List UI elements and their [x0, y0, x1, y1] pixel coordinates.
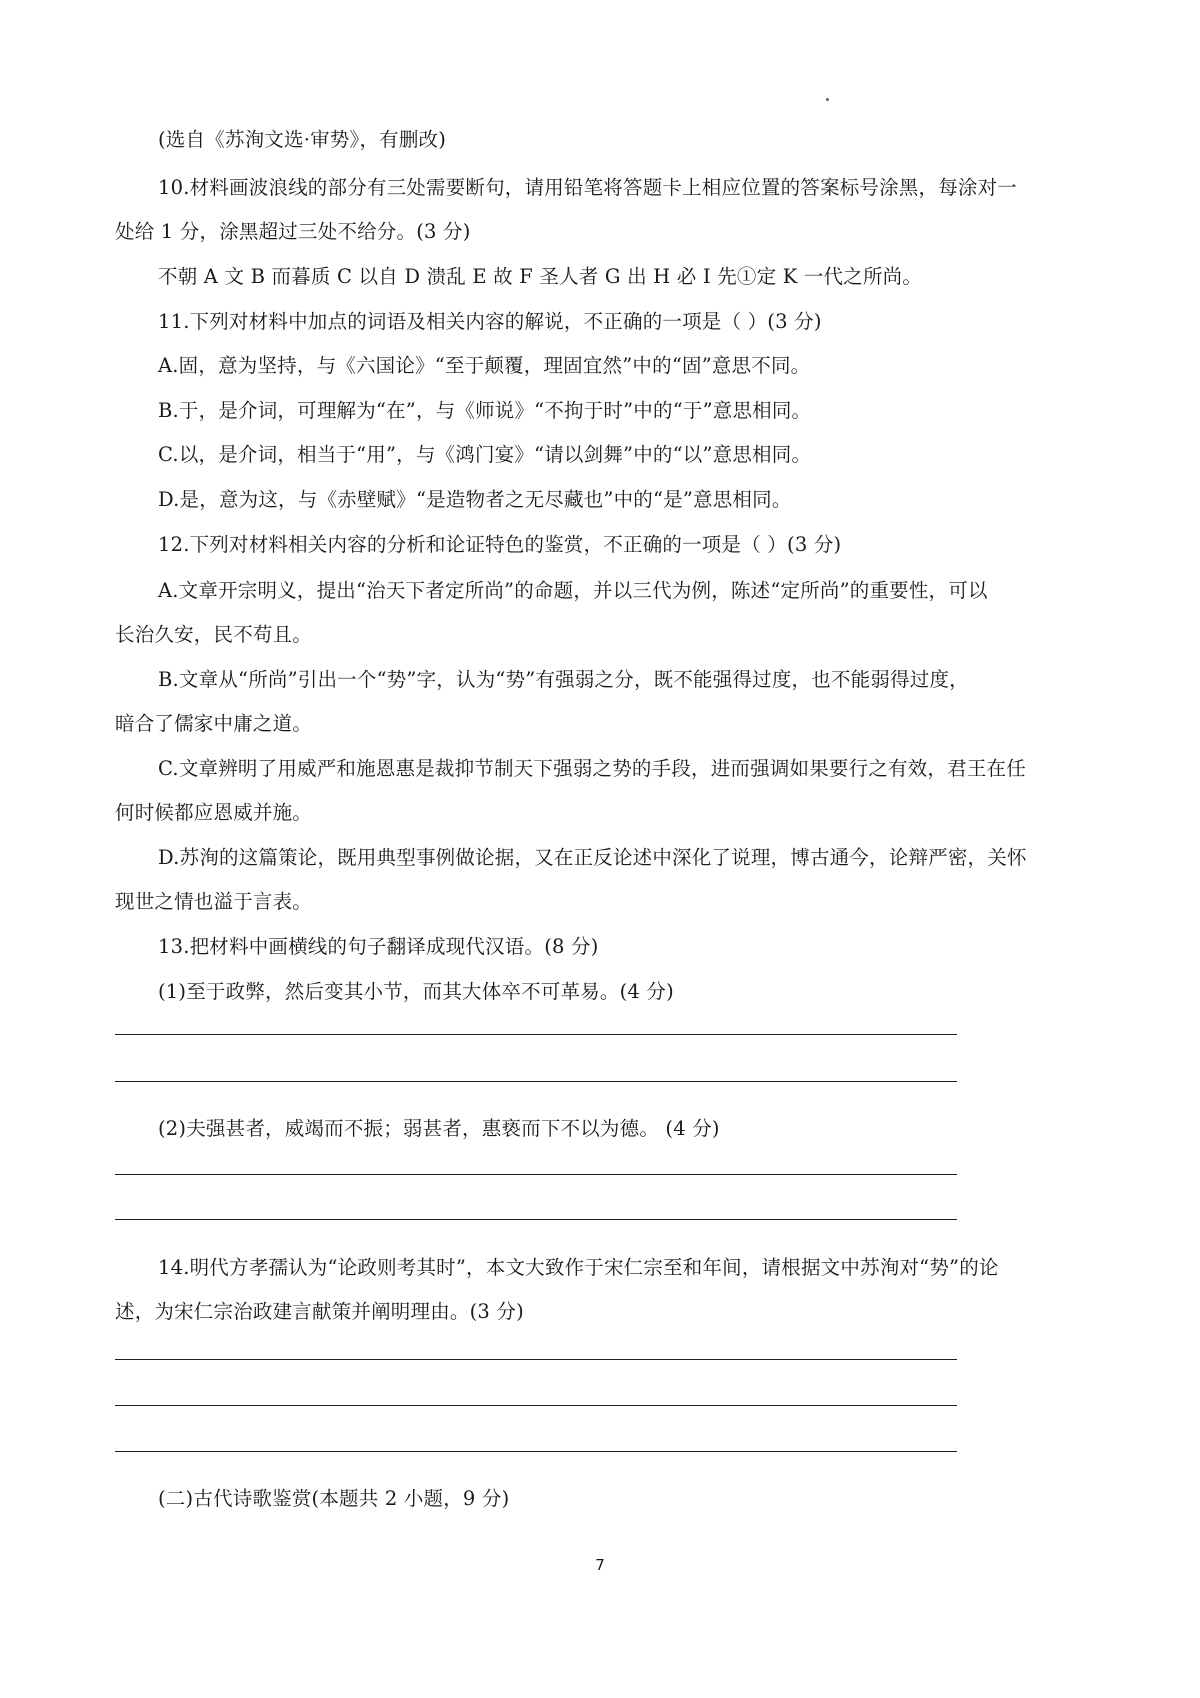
answer-line[interactable]: [115, 1405, 957, 1406]
q12-option-a-line1: A.文章开宗明义，提出“治天下者定所尚”的命题，并以三代为例，陈述“定所尚”的重要性，可以: [158, 579, 988, 602]
q11-stem: 11.下列对材料中加点的词语及相关内容的解说，不正确的一项是（ ）(3 分): [158, 310, 822, 333]
answer-line[interactable]: [115, 1451, 957, 1452]
q10-passage: 不朝 A 文 B 而暮质 C 以自 D 溃乱 E 故 F 圣人者 G 出 H 必 I 先①定 K 一代之所尚。: [158, 265, 923, 288]
source-note: (选自《苏洵文选·审势》，有删改): [158, 128, 447, 151]
answer-line[interactable]: [115, 1219, 957, 1220]
q13-part2: (2)夫强甚者，威竭而不振；弱甚者，惠亵而下不以为德。 (4 分): [158, 1117, 720, 1140]
q14-stem-line2: 述，为宋仁宗治政建言献策并阐明理由。(3 分): [115, 1300, 524, 1323]
q11-option-c: C.以，是介词，相当于“用”，与《鸿门宴》“请以剑舞”中的“以”意思相同。: [158, 443, 812, 466]
q12-stem: 12.下列对材料相关内容的分析和论证特色的鉴赏，不正确的一项是（ ）(3 分): [158, 533, 842, 556]
q14-stem-line1: 14.明代方孝孺认为“论政则考其时”，本文大致作于宋仁宗至和年间，请根据文中苏洵对“势”的论: [158, 1256, 999, 1279]
section-heading: (二)古代诗歌鉴赏(本题共 2 小题，9 分): [158, 1487, 510, 1510]
q12-option-d-line2: 现世之情也溢于言表。: [115, 890, 313, 913]
q10-stem-line1: 10.材料画波浪线的部分有三处需要断句，请用铅笔将答题卡上相应位置的答案标号涂黑，每涂对一: [158, 176, 1018, 199]
q10-stem-line2: 处给 1 分，涂黑超过三处不给分。(3 分): [115, 220, 471, 243]
scan-speck: [826, 98, 829, 101]
q11-option-a: A.固，意为坚持，与《六国论》“至于颠覆，理固宜然”中的“固”意思不同。: [158, 354, 811, 377]
q12-option-b-line1: B.文章从“所尚”引出一个“势”字，认为“势”有强弱之分，既不能强得过度，也不能弱得过度，: [158, 668, 969, 691]
q13-part1: (1)至于政弊，然后变其小节，而其大体卒不可革易。(4 分): [158, 980, 674, 1003]
page-number: 7: [595, 1556, 605, 1574]
answer-line[interactable]: [115, 1081, 957, 1082]
answer-line[interactable]: [115, 1034, 957, 1035]
q11-option-d: D.是，意为这，与《赤壁赋》“是造物者之无尽藏也”中的“是”意思相同。: [158, 488, 792, 511]
q12-option-b-line2: 暗合了儒家中庸之道。: [115, 712, 313, 735]
answer-line[interactable]: [115, 1174, 957, 1175]
q12-option-d-line1: D.苏洵的这篇策论，既用典型事例做论据，又在正反论述中深化了说理，博古通今，论辩严密，关怀: [158, 846, 1027, 869]
q12-option-a-line2: 长治久安，民不苟且。: [115, 623, 313, 646]
q12-option-c-line2: 何时候都应恩威并施。: [115, 801, 313, 824]
q12-option-c-line1: C.文章辨明了用威严和施恩惠是裁抑节制天下强弱之势的手段，进而强调如果要行之有效，君王在任: [158, 757, 1026, 780]
answer-line[interactable]: [115, 1359, 957, 1360]
q11-option-b: B.于，是介词，可理解为“在”，与《师说》“不拘于时”中的“于”意思相同。: [158, 399, 812, 422]
q13-stem: 13.把材料中画横线的句子翻译成现代汉语。(8 分): [158, 935, 599, 958]
